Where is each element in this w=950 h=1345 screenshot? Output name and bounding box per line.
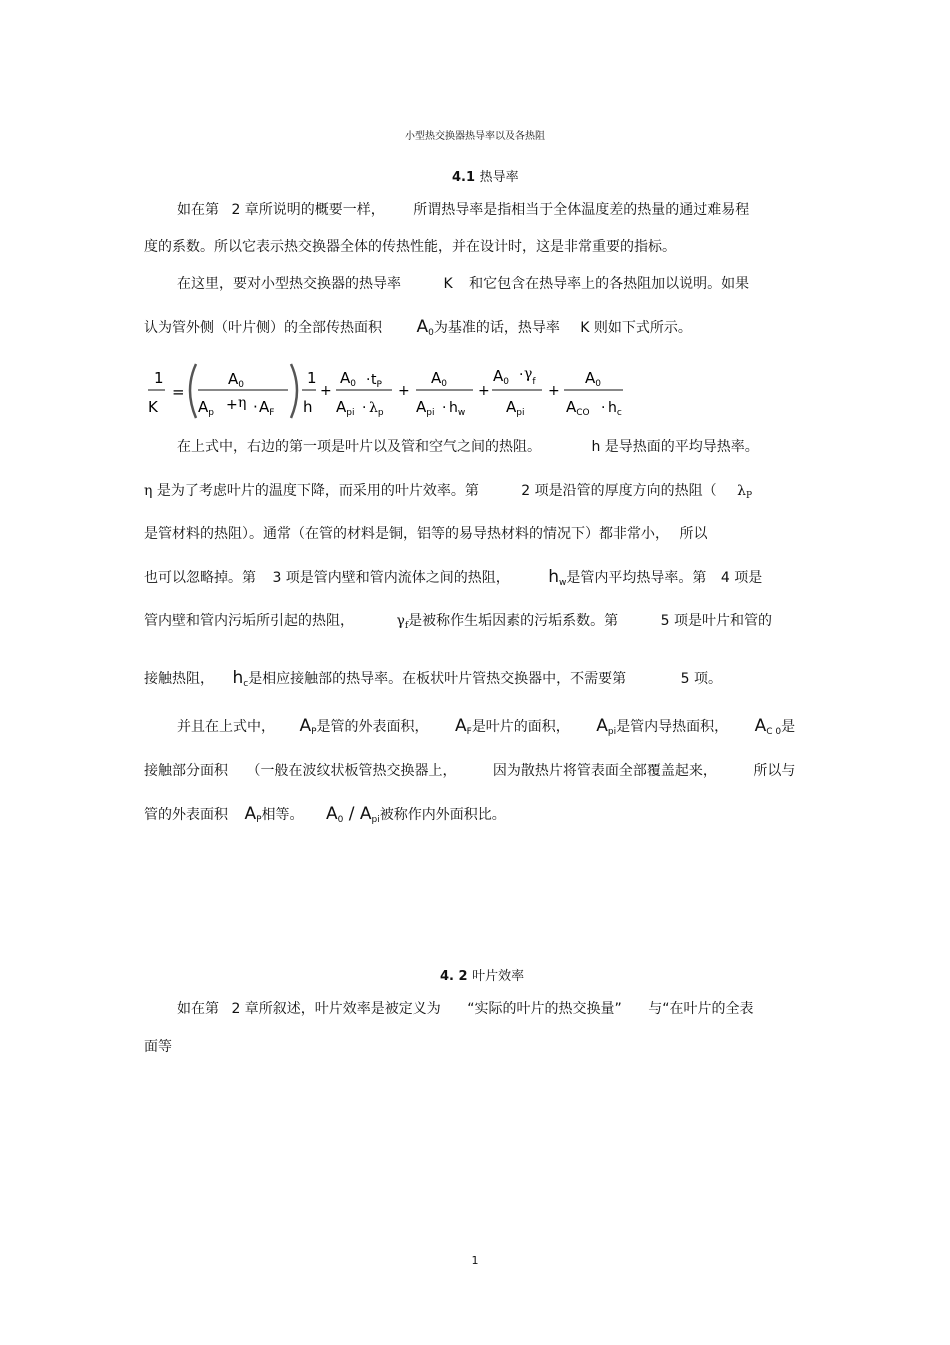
text-run: 认为管外侧（叶片侧）的全部传热面积 [144, 320, 382, 336]
page-number: 1 [471, 1254, 479, 1267]
symbol-hw: $h_w$ [548, 567, 567, 588]
paragraph-line [177, 439, 759, 455]
symbol-eta: η [144, 483, 153, 499]
section-number: 4.1 [452, 170, 476, 185]
eq-dot: · [253, 398, 258, 416]
eq-A0: $A_0$ [431, 369, 447, 389]
eq-plus: + [398, 383, 410, 399]
text-run: 与“在叶片的全表 [648, 1001, 754, 1017]
symbol-hc: $h_c$ [232, 668, 249, 689]
paragraph-line [144, 613, 772, 634]
text-run: 是被称作生垢因素的污垢系数。第 [408, 613, 619, 629]
eq-one: 1 [154, 369, 164, 387]
eq-dot: · [601, 400, 606, 416]
eq-hc: $h_c$ [608, 400, 622, 418]
symbol-AP: $A_P$ [299, 716, 317, 737]
symbol-AP: $A_P$ [244, 804, 262, 825]
eq-plus: + [320, 383, 332, 399]
text-run: 接触热阻， [144, 671, 214, 687]
text-run: 是叶片的面积， [471, 719, 570, 735]
eq-Api: $A_{pi}$ [506, 398, 525, 418]
text-run: 在上式中，右边的第一项是叶片以及管和空气之间的热阻。 [177, 439, 541, 455]
eq-hw: $h_w$ [449, 400, 466, 418]
eq-A0: $A_0$ [340, 369, 356, 389]
eq-Api: $A_{pi}$ [416, 398, 435, 418]
text-run: 因为散热片将管表面全部覆盖起来， [492, 763, 717, 779]
text-run: 4 项是 [720, 570, 763, 586]
paragraph-line [177, 718, 795, 740]
eq-dot: · [362, 400, 367, 416]
text-run: 所以 [679, 526, 708, 542]
text-run: 如在第 [177, 1001, 219, 1017]
eq-lambda: $\lambda_p$ [369, 400, 384, 418]
paragraph-line [144, 806, 506, 828]
symbol-K: K [580, 320, 590, 336]
text-run: 2 项是沿管的厚度方向的热阻（ [521, 483, 717, 499]
text-run: 和它包含在热导率上的各热阻加以说明。如果 [469, 276, 750, 292]
eq-eta: η [238, 395, 247, 411]
eq-ACO: $A_{CO}$ [566, 398, 590, 418]
symbol-AF: $A_F$ [454, 716, 472, 737]
text-run: “实际的叶片的热交换量” [467, 1001, 622, 1017]
text-run: 2 章所说明的概要一样， [231, 202, 385, 218]
symbol-A0: $A_0$ [416, 317, 434, 338]
document-title: 小型热交换器热导率以及各热阻 [405, 131, 545, 142]
text-run: 5 项是叶片和管的 [660, 613, 772, 629]
paragraph-line [144, 569, 762, 591]
eq-dot: · [519, 367, 524, 383]
text-run: h 是导热面的平均导热率。 [591, 439, 759, 455]
paragraph-line [144, 763, 795, 779]
symbol-gamma-f: $\gamma_f$ [396, 613, 409, 631]
text-run: 是管的外表面积， [316, 719, 429, 735]
paragraph-line [144, 526, 707, 542]
section-number: 4. 2 [440, 969, 468, 984]
text-run: 是 [781, 719, 796, 735]
left-paren [190, 364, 196, 418]
paragraph-line [144, 483, 752, 504]
eq-A0: $A_0$ [228, 370, 244, 390]
text-run: 是管内导热面积， [616, 719, 729, 735]
eq-tP: $t_P$ [371, 372, 382, 390]
heat-conductance-equation [140, 360, 640, 424]
text-run: 3 项是管内壁和管内流体之间的热阻， [272, 570, 510, 586]
eq-Api: $A_{pi}$ [336, 398, 355, 418]
eq-AF: $A_F$ [259, 398, 275, 418]
right-paren [291, 364, 297, 418]
text-run: 则如下式所示。 [593, 320, 692, 336]
symbol-K: K [443, 276, 453, 292]
text-run: 在这里，要对小型热交换器的热导率 [177, 276, 401, 292]
eq-gamma: $\gamma_f$ [524, 366, 536, 387]
symbol-lambda-p: $\lambda_P$ [737, 483, 753, 501]
symbol-Api: $A_{pi}$ [596, 716, 617, 737]
eq-dot: · [366, 372, 371, 388]
text-run: 所谓热导率是指相当于全体温度差的热量的通过难易程 [413, 202, 750, 218]
text-run: 也可以忽略掉。第 [144, 570, 256, 586]
text-run: 。通常（在管的材料是铜，铝等的易导热材料的情况下）都非常小， [249, 526, 669, 542]
symbol-A0-over-Api: $A_0 / A_{pi}$ [325, 804, 380, 825]
section-name: 热导率 [479, 170, 519, 185]
eq-A0: $A_0$ [585, 369, 601, 389]
eq-A0: $A_0$ [493, 367, 509, 387]
text-run: 是为了考虑叶片的温度下降，而采用的叶片效率。第 [156, 483, 479, 499]
eq-dot: · [442, 400, 447, 416]
text-run: 是相应接触部的热导率。在板状叶片管热交换器中，不需要第 [248, 671, 627, 687]
symbol-AC0: $A_{C 0}$ [754, 716, 782, 737]
paragraph-line [177, 276, 749, 292]
text-run: 为基准的话，热导率 [433, 320, 560, 336]
text-run: 相等。 [261, 807, 304, 823]
text-run: 并且在上式中， [177, 719, 275, 735]
text-run: （一般在波纹状板管热交换器上， [246, 763, 457, 779]
text-run: 是管内平均热导率。第 [566, 570, 707, 586]
section-name: 叶片效率 [472, 969, 525, 984]
section-heading-4-1 [452, 166, 519, 185]
eq-plus: + [478, 383, 490, 399]
eq-equals: = [172, 383, 185, 401]
text-run: 接触部分面积 [144, 763, 228, 779]
eq-Ap: $A_p$ [198, 398, 214, 418]
eq-one: 1 [307, 369, 317, 387]
text-run: 是管材料的热阻） [144, 526, 249, 542]
text-run: 管的外表面积 [144, 807, 228, 823]
paragraph-line [177, 202, 749, 218]
text-run: 所以与 [753, 763, 796, 779]
section-heading-4-2 [440, 965, 524, 984]
paragraph-line [177, 1001, 754, 1017]
text-run: 被称作内外面积比。 [379, 807, 506, 823]
paragraph-line: 面等 [144, 1039, 172, 1055]
text-run: 2 章所叙述，叶片效率是被定义为 [231, 1001, 441, 1017]
text-run: 如在第 [177, 202, 219, 218]
paragraph-line [144, 670, 722, 692]
paragraph-line: 度的系数。所以它表示热交换器全体的传热性能，并在设计时，这是非常重要的指标。 [144, 239, 676, 255]
text-run: 5 项。 [680, 671, 722, 687]
eq-plus: + [226, 397, 238, 413]
eq-plus: + [548, 383, 560, 399]
paragraph-line [144, 319, 692, 341]
eq-h: h [303, 398, 313, 416]
eq-K: K [148, 398, 158, 416]
text-run: 管内壁和管内污垢所引起的热阻， [144, 613, 354, 629]
